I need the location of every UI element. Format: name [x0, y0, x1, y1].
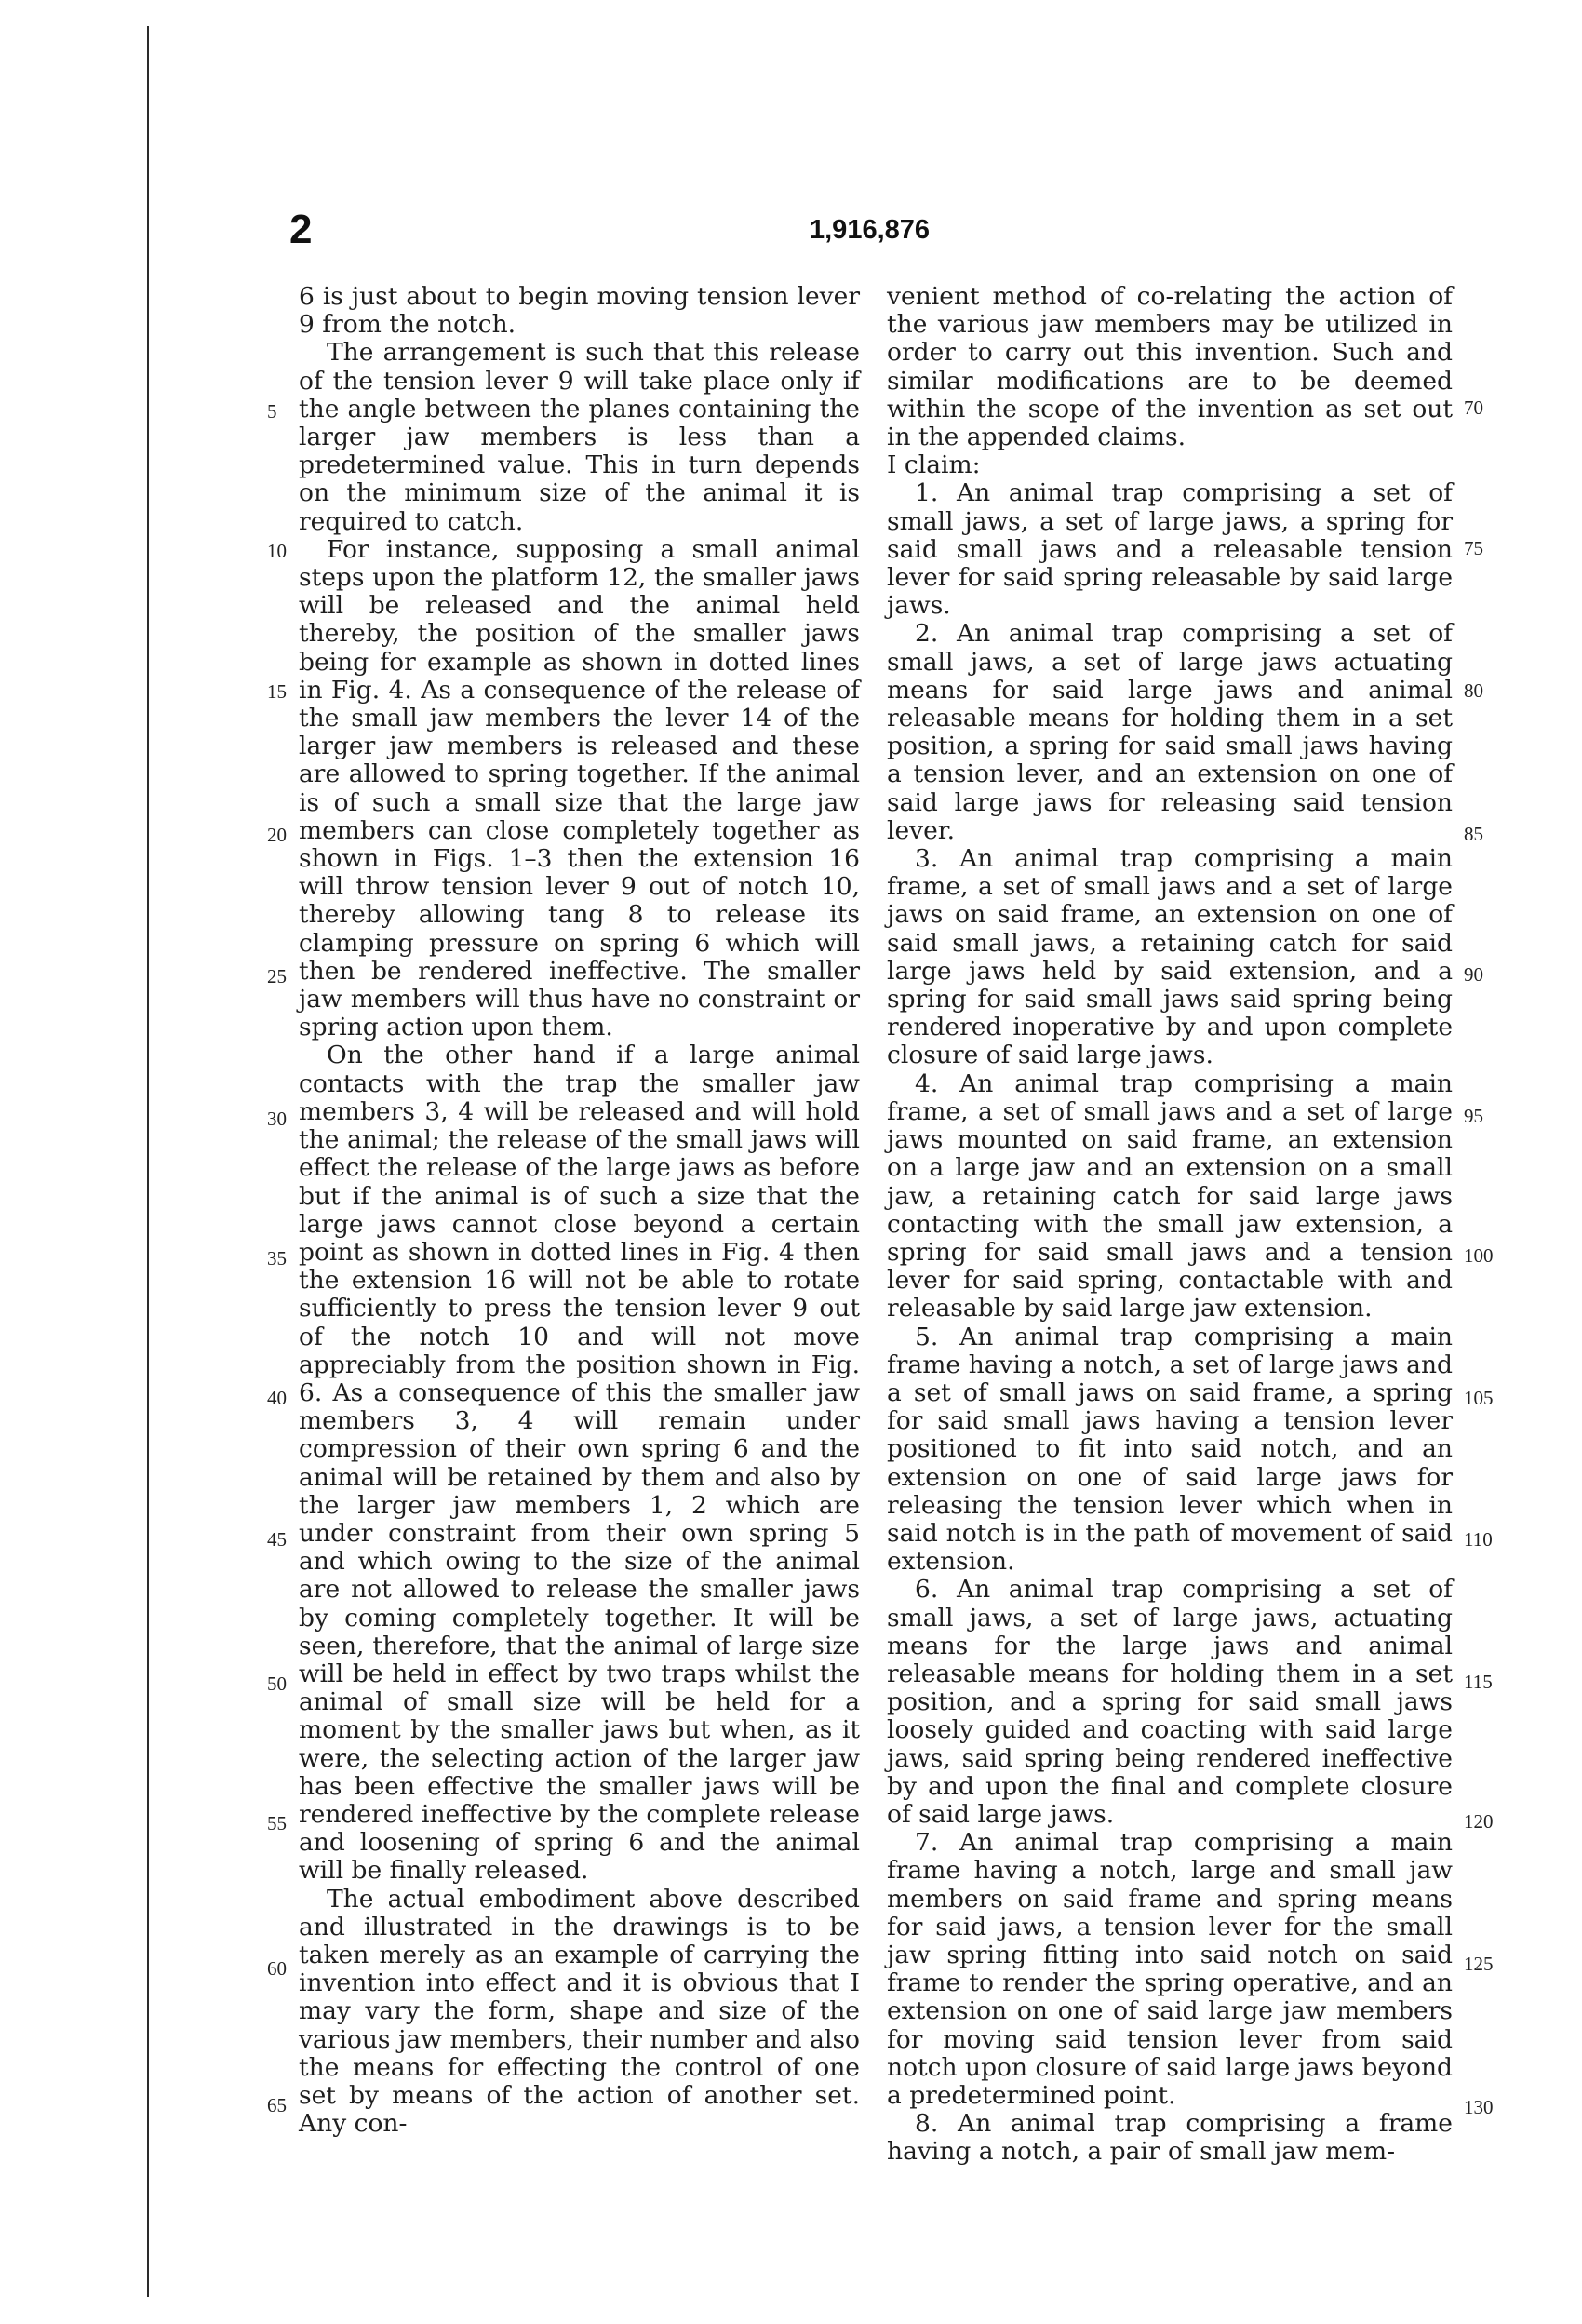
- line-number-right: 105: [1464, 1387, 1494, 1409]
- binding-margin-line: [147, 26, 149, 2297]
- line-number-left: 15: [267, 680, 287, 703]
- line-number-left: 50: [267, 1672, 287, 1695]
- line-number-right: 100: [1464, 1244, 1494, 1267]
- claim-2: 2. An animal trap comprising a set of small jaws, a set of large jaws actuating means for said large jaws and animal releasable means for holding them in a set position, a spring for said small jaws having a tension lever, and an extension on one of said large jaws for releasing said tension lever.: [887, 619, 1453, 845]
- line-number-right: 130: [1464, 2096, 1494, 2118]
- right-text-column: [887, 283, 1453, 2167]
- line-number-right: 80: [1464, 679, 1483, 702]
- line-number-left: 35: [267, 1247, 287, 1269]
- claim-3: 3. An animal trap comprising a main frame, a set of small jaws and a set of large jaws on said frame, an extension on one of said small jaws, a retaining catch for said large jaws held by said extension, and a spring for said small jaws said spring being rendered inoperative by and upon complete closure of said large jaws.: [887, 844, 1453, 1070]
- claim-1: 1. An animal trap comprising a set of small jaws, a set of large jaws, a spring for said small jaws and a releasable tension lever for said spring releasable by said large jaws.: [887, 478, 1453, 621]
- line-number-left: 40: [267, 1387, 287, 1409]
- page-number: 2: [289, 207, 313, 252]
- line-number-right: 75: [1464, 537, 1483, 559]
- line-number-right: 115: [1464, 1671, 1493, 1693]
- line-number-left: 65: [267, 2094, 287, 2116]
- line-number-left: 20: [267, 824, 287, 846]
- line-number-right: 125: [1464, 1953, 1494, 1975]
- line-number-left: 25: [267, 965, 287, 987]
- left-paragraph-2: The arrangement is such that this release of the tension lever 9 will take place only if the angle between the planes containing the larger jaw members is less than a predetermined value. This in turn depends on the minimum size of the animal it is required to catch.: [299, 338, 860, 536]
- line-number-right: 70: [1464, 396, 1483, 419]
- line-number-left: 45: [267, 1528, 287, 1551]
- claims-heading: I claim:: [887, 450, 981, 480]
- line-number-left: 60: [267, 1957, 287, 1980]
- line-number-right: 110: [1464, 1528, 1493, 1551]
- patent-number: 1,916,876: [810, 215, 931, 245]
- line-number-left: 10: [267, 540, 287, 562]
- left-text-column: [299, 283, 860, 2138]
- line-number-right: 95: [1464, 1105, 1483, 1127]
- claim-8: 8. An animal trap comprising a frame having a notch, a pair of small jaw mem-: [887, 2109, 1453, 2167]
- claim-4: 4. An animal trap comprising a main frame, a set of small jaws and a set of large jaws mounted on said frame, an extension on a large jaw and an extension on a small jaw, a retaining catch for said large jaws contacting with the small jaw extension, a spring for said small jaws and a tension lever for said spring, contactable with and releasable by said large jaw extension.: [887, 1068, 1453, 1323]
- left-paragraph-4: On the other hand if a large animal contacts with the trap the smaller jaw members 3, 4 will be released and will hold the animal; the release of the small jaws will effect the release of the large jaws as before but if the animal is of such a size that the large jaws cannot close beyond a certain point as shown in dotted lines in Fig. 4 then the extension 16 will not be able to rotate sufficiently to press the tension lever 9 out of the notch 10 and will not move appreciably from the position shown in Fig. 6. As a consequence of this the smaller jaw members 3, 4 will remain under compression of their own spring 6 and the animal will be retained by them and also by the larger jaw members 1, 2 which are under constraint from their own spring 5 and which owing to the size of the animal are not allowed to release the smaller jaws by coming completely together. It will be seen, therefore, that the animal of large size will be held in effect by two traps whilst the animal of small size will be held for a moment by the smaller jaws but when, as it were, the selecting action of the larger jaw has been effective the smaller jaws will be rendered ineffective by the complete release and loosening of spring 6 and the animal will be finally released.: [299, 1041, 860, 1886]
- left-paragraph-1: 6 is just about to begin moving tension lever 9 from the notch.: [299, 282, 860, 340]
- left-paragraph-3: For instance, supposing a small animal steps upon the platform 12, the smaller jaws will be released and the animal held thereby, the position of the smaller jaws being for example as shown in dotted lines in Fig. 4. As a consequence of the release of the small jaw members the lever 14 of the larger jaw members is released and these are allowed to spring together. If the animal is of such a small size that the large jaw members can close completely together as shown in Figs. 1–3 then the extension 16 will throw tension lever 9 out of notch 10, thereby allowing tang 8 to release its clamping pressure on spring 6 which will then be rendered ineffective. The smaller jaw members will thus have no constraint or spring action upon them.: [299, 534, 860, 1042]
- line-number-left: 30: [267, 1108, 287, 1130]
- claim-7: 7. An animal trap comprising a main frame having a notch, large and small jaw members on said frame and spring means for said jaws, a tension lever for the small jaw spring fitting into said notch on said frame to render the spring operative, and an extension on one of said large jaw members for moving said tension lever from said notch upon closure of said large jaws beyond a predetermined point.: [887, 1828, 1453, 2110]
- claim-5: 5. An animal trap comprising a main frame having a notch, a set of large jaws and a set of small jaws on said frame, a spring for said small jaws having a tension lever positioned to fit into said notch, and an extension on one of said large jaws for releasing the tension lever which when in said notch is in the path of movement of said extension.: [887, 1322, 1453, 1577]
- right-paragraph-1: venient method of co-relating the action of the various jaw members may be utilized in order to carry out this invention. Such and similar modifications are to be deemed within the scope of the invention as set out in the appended claims.: [887, 282, 1453, 452]
- line-number-left: 5: [267, 400, 277, 423]
- line-number-right: 90: [1464, 963, 1483, 986]
- line-number-right: 120: [1464, 1810, 1494, 1833]
- left-paragraph-5: The actual embodiment above described and illustrated in the drawings is to be taken merely as an example of carrying the invention into effect and it is obvious that I may vary the form, shape and size of the various jaw members, their number and also the means for effecting the control of one set by means of the action of another set. Any con-: [299, 1884, 860, 2139]
- claim-6: 6. An animal trap comprising a set of small jaws, a set of large jaws, actuating means for the large jaws and animal releasable means for holding them in a set position, and a spring for said small jaws loosely guided and coacting with said large jaws, said spring being rendered ineffective by and upon the final and complete closure of said large jaws.: [887, 1575, 1453, 1829]
- line-number-left: 55: [267, 1812, 287, 1834]
- line-number-right: 85: [1464, 823, 1483, 845]
